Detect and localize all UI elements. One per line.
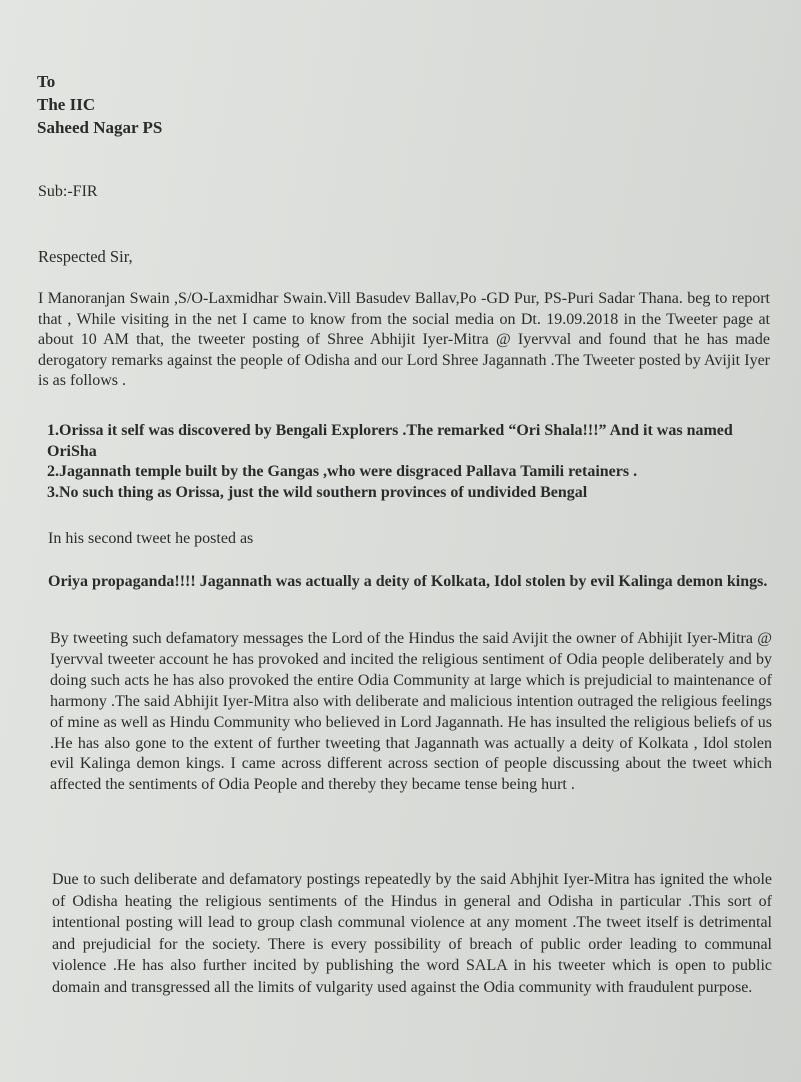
address-to: To xyxy=(37,72,56,91)
tweet-point: 2.Jagannath temple built by the Gangas ,who were disgraced Pallava Tamili retainers . xyxy=(47,463,638,481)
tweet-points-list xyxy=(47,421,773,503)
complaint-paragraph-intro: I Manoranjan Swain ,S/O-Laxmidhar Swain.Vill Basudev Ballav,Po -GD Pur, PS-Puri Sadar Thana. beg to report that , While visiting in the net I came to know from the social media on Dt. 19.09.2018 in the Tweeter page at about 10 AM that, the tweeter posting of Shree Abhijit Iyer-Mitra @ Iyervval and found that he has made derogatory remarks against the people of Odisha and our Lord Shree Jagannath .The Tweeter posted by Avijit Iyer is as follows . xyxy=(38,290,770,390)
salutation: Respected Sir, xyxy=(38,247,133,266)
tweet-point: 3.No such thing as Orissa, just the wild southern provinces of undivided Bengal xyxy=(47,483,588,501)
address-officer: The IIC xyxy=(37,95,96,114)
subject-line: Sub:-FIR xyxy=(38,183,98,200)
address-station: Saheed Nagar PS xyxy=(37,118,163,137)
tweet-point: 1.Orissa it self was discovered by Bengali Explorers .The remarked “Ori Shala!!!” And it was named OriSha xyxy=(47,422,733,460)
complaint-paragraph-consequences: Due to such deliberate and defamatory postings repeatedly by the said Abhjhit Iyer-Mitra has ignited the whole of Odisha heating the religious sentiments of the Hindus in general and Odisha in particular .This sort of intentional posting will lead to group clash communal violence at any moment .The tweet itself is detrimental and prejudicial for the society. There is every possibility of breach of public order leading to communal violence .He has also further incited by publishing the word SALA in his tweeter which is open to public domain and transgressed all the limits of vulgarity used against the Odia community with fraudulent purpose. xyxy=(52,871,772,996)
second-tweet-intro: In his second tweet he posted as xyxy=(48,530,254,547)
recipient-address xyxy=(37,70,162,139)
complaint-paragraph-details: By tweeting such defamatory messages the Lord of the Hindus the said Avijit the owner of Abhijit Iyer-Mitra @ Iyervval tweeter account he has provoked and incited the religious sentiment of Odia people deliberately and by doing such acts he has also provoked the entire Odia Community at large which is prejudicial to maintenance of harmony .The said Abhijit Iyer-Mitra also with deliberate and malicious intention outraged the religious feelings of mine as well as Hindu Community who believed in Lord Jagannath. He has insulted the religious beliefs of us .He has also gone to the extent of further tweeting that Jagannath was actually a deity of Kolkata , Idol stolen evil Kalinga demon kings. I came across different across section of people discussing about the tweet which affected the sentiments of Odia People and thereby they became tense being hurt . xyxy=(50,630,772,794)
second-tweet-quote: Oriya propaganda!!!! Jagannath was actually a deity of Kolkata, Idol stolen by evil Kalinga demon kings. xyxy=(48,573,768,590)
